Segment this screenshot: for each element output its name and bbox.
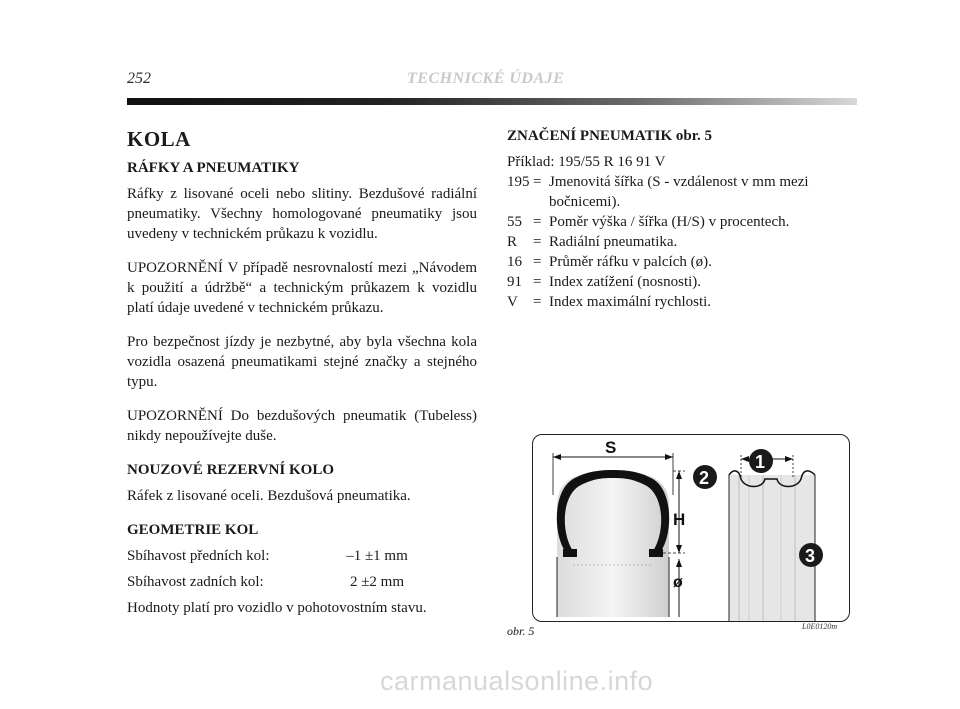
geometry-note: Hodnoty platí pro vozidlo v pohotovostním stavu.: [127, 600, 427, 616]
subheading-geometry: GEOMETRIE KOL: [127, 522, 259, 538]
figure-code: L0E0120m: [802, 622, 838, 631]
tyre-section: [557, 471, 669, 617]
spec-desc: Index zatížení (nosnosti).: [549, 274, 702, 290]
spec-row: [507, 252, 857, 272]
spec-code: V: [507, 294, 518, 310]
spec-row: [507, 212, 857, 232]
watermark: carmanualsonline.info: [380, 666, 654, 696]
spec-eq: =: [533, 254, 542, 270]
section-heading-kola: KOLA: [127, 127, 191, 151]
front-value: –1 ±1 mm: [346, 548, 408, 564]
front-label: Sbíhavost předních kol:: [127, 548, 270, 564]
rear-label: Sbíhavost zadních kol:: [127, 574, 264, 590]
spec-eq: =: [533, 294, 542, 310]
header-rule: [127, 98, 857, 105]
geometry-row-rear: [127, 572, 477, 592]
subheading-rims: RÁFKY A PNEUMATIKY: [127, 160, 300, 176]
label-h: H: [673, 510, 686, 529]
spec-eq: =: [533, 274, 542, 290]
spec-code: 16: [507, 254, 522, 270]
tyre-diagram: [532, 434, 850, 622]
paragraph-safety: Pro bezpečnost jízdy je nezbytné, aby byla všechna kola vozidla osazená pneumatikami stejné značky a stejného typu.: [127, 334, 477, 390]
spec-row: [507, 292, 857, 312]
label-diameter: ø: [673, 574, 683, 591]
spec-desc: Poměr výška / šířka (H/S) v procentech.: [549, 214, 790, 230]
spec-row: [507, 272, 857, 292]
figure-caption: obr. 5: [507, 624, 535, 638]
svg-text:1: 1: [755, 452, 766, 472]
spec-desc: Jmenovitá šířka (S - vzdálenost v mm mezi bočnicemi).: [549, 174, 809, 210]
right-column: [507, 126, 857, 312]
spec-eq: =: [533, 214, 542, 230]
tyre-diagram-svg: [533, 435, 849, 621]
paragraph-warning-2: UPOZORNĚNÍ Do bezdušových pneumatik (Tubeless) nikdy nepoužívejte duše.: [127, 408, 477, 444]
geometry-row-front: [127, 546, 477, 566]
paragraph-warning-1: UPOZORNĚNÍ V případě nesrovnalostí mezi „Návodem k použití a údržbě“ a technickým průkazem k vozidlu platí údaje uvedené v technickém průkazu.: [127, 260, 477, 316]
svg-text:3: 3: [805, 546, 816, 566]
spec-eq: =: [533, 174, 542, 190]
tyre-example: Příklad: 195/55 R 16 91 V: [507, 154, 666, 170]
spec-code: 55: [507, 214, 522, 230]
section-title: TECHNICKÉ ÚDAJE: [407, 70, 565, 87]
spec-row: [507, 172, 857, 212]
page-number: 252: [127, 70, 151, 87]
spec-code: 91: [507, 274, 522, 290]
spec-desc: Index maximální rychlosti.: [549, 294, 712, 310]
spec-code: 195: [507, 174, 530, 190]
label-s: S: [605, 438, 617, 457]
spec-code: R: [507, 234, 518, 250]
subheading-spare: NOUZOVÉ REZERVNÍ KOLO: [127, 462, 335, 478]
svg-text:2: 2: [699, 468, 710, 488]
spec-row: [507, 232, 857, 252]
left-column: [127, 126, 477, 618]
spec-desc: Průměr ráfku v palcích (ø).: [549, 254, 712, 270]
paragraph-spare: Ráfek z lisované oceli. Bezdušová pneumatika.: [127, 488, 411, 504]
spec-eq: =: [533, 234, 542, 250]
spec-desc: Radiální pneumatika.: [549, 234, 678, 250]
rear-value: 2 ±2 mm: [349, 574, 405, 590]
paragraph-rims: Ráfky z lisované oceli nebo slitiny. Bezdušové radiální pneumatiky. Všechny homologované pneumatiky jsou uvedeny v technickém průkazu k vozidlu.: [127, 186, 477, 242]
subheading-tyre-marking: ZNAČENÍ PNEUMATIK obr. 5: [507, 128, 713, 144]
